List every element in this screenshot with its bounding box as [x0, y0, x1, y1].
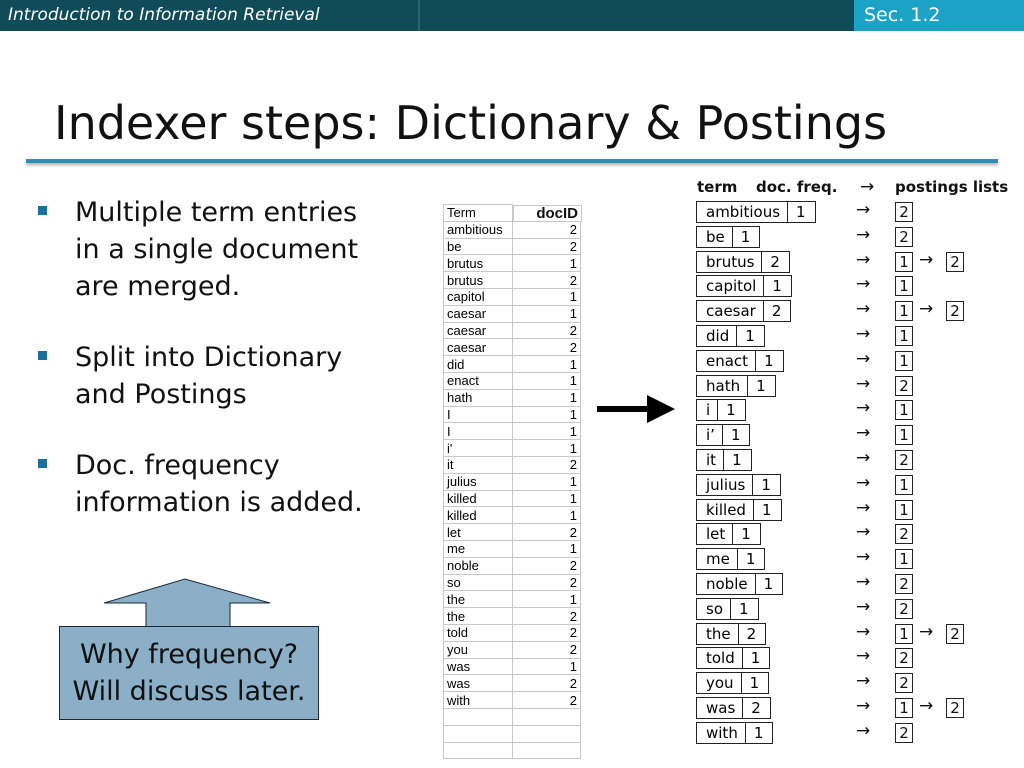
dictionary-term-box	[696, 722, 773, 744]
posting-docid: 2	[895, 524, 913, 544]
dictionary-term: told	[697, 648, 743, 668]
table-row	[444, 641, 581, 658]
dictionary-entry	[696, 325, 765, 347]
dictionary-entry	[696, 201, 816, 223]
pointer-arrow-icon: →	[856, 472, 871, 493]
docid-cell: 2	[513, 238, 581, 255]
dictionary-entry	[696, 300, 791, 322]
term-cell: julius	[444, 473, 513, 490]
table-row	[444, 574, 581, 591]
pointer-arrow-icon: →	[856, 423, 871, 444]
term-cell: enact	[444, 372, 513, 389]
dictionary-entry	[696, 697, 771, 719]
bullet-marker-icon	[38, 459, 47, 468]
table-row	[444, 238, 581, 255]
table-row	[444, 540, 581, 557]
term-cell: brutus	[444, 272, 513, 289]
header-bar	[0, 0, 1024, 31]
dictionary-term-box	[696, 449, 752, 471]
table-row	[444, 440, 581, 457]
dictionary-term-box	[696, 300, 791, 322]
table-row	[444, 608, 581, 625]
dictionary-term-box	[696, 573, 783, 595]
course-title: Introduction to Information Retrieval	[8, 5, 320, 25]
pointer-arrow-icon: →	[856, 497, 871, 518]
dictionary-term-box	[696, 325, 765, 347]
dictionary-term: me	[697, 549, 738, 569]
title-rule	[26, 159, 998, 163]
pointer-arrow-icon: →	[856, 200, 871, 220]
bullet-text: Split into Dictionary and Postings	[75, 342, 343, 410]
dictionary-term: noble	[697, 574, 756, 594]
table-header-row	[444, 205, 581, 222]
dictionary-term-box	[696, 672, 769, 694]
doc-freq: 1	[753, 723, 764, 742]
pointer-arrow-icon: →	[856, 299, 871, 320]
doc-freq: 1	[761, 500, 772, 519]
table-row	[444, 490, 581, 507]
docid-cell: 1	[513, 372, 581, 389]
dictionary-term-box	[696, 523, 761, 545]
term-cell: let	[444, 524, 513, 541]
dictionary-term: killed	[697, 500, 754, 520]
table-row	[444, 221, 581, 238]
posting-docid: 1	[895, 351, 913, 371]
right-arrow-icon	[595, 392, 677, 426]
term-cell: caesar	[444, 305, 513, 322]
dictionary-term: with	[697, 723, 746, 743]
term-cell: was	[444, 675, 513, 692]
table-row	[444, 305, 581, 322]
dictionary-entry	[696, 499, 782, 521]
table-row	[444, 708, 581, 725]
posting-docid: 2	[895, 450, 913, 470]
term-cell: the	[444, 608, 513, 625]
dict-header-term: term	[697, 178, 738, 196]
dictionary-term-box	[696, 623, 766, 645]
pointer-arrow-icon: →	[856, 522, 871, 543]
term-cell: it	[444, 456, 513, 473]
dictionary-term: i’	[697, 425, 723, 445]
dictionary-entry	[696, 474, 781, 496]
term-cell: I	[444, 406, 513, 423]
docid-cell: 1	[513, 540, 581, 557]
docid-cell	[513, 725, 581, 742]
term-cell: caesar	[444, 339, 513, 356]
docid-cell: 2	[513, 692, 581, 709]
term-cell: told	[444, 624, 513, 641]
docid-cell: 2	[513, 339, 581, 356]
table-row	[444, 624, 581, 641]
callout-line2: Will discuss later.	[72, 676, 306, 707]
dictionary-entry	[696, 548, 765, 570]
column-header-docid: docID	[513, 205, 582, 223]
dictionary-entry	[696, 449, 752, 471]
docid-cell: 1	[513, 423, 581, 440]
dictionary-term-box	[696, 548, 765, 570]
docid-cell: 1	[513, 473, 581, 490]
term-cell	[444, 708, 513, 725]
doc-freq: 1	[761, 475, 771, 494]
table-row	[444, 372, 581, 389]
posting-docid: 2	[895, 723, 913, 743]
table-row	[444, 322, 581, 339]
pointer-arrow-icon: →	[856, 249, 871, 270]
posting-docid: 1	[895, 425, 913, 445]
doc-freq: 1	[739, 599, 749, 618]
table-row	[444, 507, 581, 524]
dictionary-entry	[696, 647, 770, 669]
column-header-term: Term	[444, 205, 513, 222]
posting-docid: 2	[895, 227, 913, 247]
dictionary-entry	[696, 251, 790, 273]
table-row	[444, 456, 581, 473]
pointer-arrow-icon: →	[856, 448, 871, 468]
table-row	[444, 356, 581, 373]
doc-freq: 1	[745, 550, 756, 569]
term-cell: so	[444, 574, 513, 591]
posting-docid: 1	[895, 549, 913, 569]
term-cell: caesar	[444, 322, 513, 339]
table-row	[444, 524, 581, 541]
doc-freq: 2	[770, 252, 780, 271]
table-row	[444, 675, 581, 692]
pointer-arrow-icon: →	[856, 572, 871, 592]
term-cell: noble	[444, 557, 513, 574]
dictionary-term: so	[697, 599, 731, 619]
posting-link-arrow-icon: →	[919, 299, 934, 320]
pointer-arrow-icon: →	[856, 720, 871, 741]
dictionary-term-box	[696, 598, 759, 620]
docid-cell: 1	[513, 658, 581, 675]
docid-cell: 1	[513, 288, 581, 305]
term-cell: killed	[444, 507, 513, 524]
dict-header-arrow: →	[860, 177, 875, 197]
term-cell: killed	[444, 490, 513, 507]
dictionary-entry	[696, 573, 783, 595]
doc-freq: 1	[745, 327, 755, 345]
term-cell: did	[444, 356, 513, 373]
dictionary-term-box	[696, 201, 816, 223]
table-row	[444, 557, 581, 574]
posting-docid: 2	[946, 624, 964, 644]
posting-docid: 2	[895, 673, 913, 693]
pointer-arrow-icon: →	[856, 324, 871, 344]
dictionary-entry	[696, 722, 773, 744]
header-divider	[418, 0, 856, 31]
table-row	[444, 389, 581, 406]
bullet-item	[38, 194, 388, 305]
table-row	[444, 658, 581, 675]
posting-docid: 2	[895, 574, 913, 594]
docid-cell: 1	[513, 406, 581, 423]
bullet-item	[38, 339, 388, 413]
term-cell: me	[444, 540, 513, 557]
doc-freq: 1	[796, 203, 806, 221]
posting-link-arrow-icon: →	[919, 621, 934, 642]
docid-cell: 1	[513, 440, 581, 457]
docid-cell	[513, 708, 581, 725]
doc-freq: 2	[746, 624, 757, 643]
doc-freq: 2	[771, 302, 782, 321]
docid-cell: 1	[513, 591, 581, 608]
dictionary-term: caesar	[697, 301, 764, 321]
doc-freq: 2	[751, 699, 761, 717]
dictionary-term-box	[696, 375, 776, 397]
posting-docid: 2	[946, 698, 964, 718]
pointer-arrow-icon: →	[856, 621, 871, 642]
term-cell: you	[444, 641, 513, 658]
term-docid-table	[443, 204, 581, 759]
posting-docid: 1	[895, 252, 913, 272]
term-cell: brutus	[444, 255, 513, 272]
docid-cell: 2	[513, 221, 581, 238]
callout-line1: Why frequency?	[79, 639, 299, 670]
dictionary-term-box	[696, 474, 781, 496]
term-cell: i'	[444, 440, 513, 457]
posting-link-arrow-icon: →	[919, 249, 934, 270]
docid-cell: 1	[513, 255, 581, 272]
bullet-marker-icon	[38, 351, 47, 360]
dictionary-term: capitol	[697, 276, 764, 296]
dictionary-term: be	[697, 227, 733, 247]
table-row	[444, 725, 581, 742]
doc-freq: 1	[764, 351, 774, 370]
posting-docid: 1	[895, 400, 913, 420]
term-cell: with	[444, 692, 513, 709]
pointer-arrow-icon: →	[856, 671, 871, 692]
docid-cell: 1	[513, 305, 581, 322]
doc-freq: 1	[732, 451, 742, 469]
pointer-arrow-icon: →	[856, 646, 871, 667]
docid-cell: 2	[513, 272, 581, 289]
pointer-arrow-icon: →	[856, 596, 871, 617]
term-cell	[444, 725, 513, 742]
up-arrow-icon	[104, 578, 274, 628]
table-row	[444, 255, 581, 272]
posting-docid: 1	[895, 326, 913, 346]
slide-title: Indexer steps: Dictionary & Postings	[54, 96, 888, 150]
dictionary-term: i	[697, 400, 718, 420]
pointer-arrow-icon: →	[856, 696, 871, 716]
docid-cell: 1	[513, 389, 581, 406]
docid-cell: 2	[513, 524, 581, 541]
dictionary-entry	[696, 424, 750, 446]
posting-docid: 1	[895, 276, 913, 296]
dictionary-entry	[696, 375, 776, 397]
term-cell: was	[444, 658, 513, 675]
docid-cell: 2	[513, 608, 581, 625]
posting-docid: 1	[895, 698, 913, 718]
doc-freq: 1	[756, 376, 766, 395]
docid-cell: 2	[513, 574, 581, 591]
docid-cell: 2	[513, 675, 581, 692]
docid-cell: 2	[513, 557, 581, 574]
docid-cell: 1	[513, 356, 581, 373]
dictionary-term: hath	[697, 376, 748, 396]
docid-cell: 1	[513, 507, 581, 524]
dictionary-entry	[696, 523, 761, 545]
table-row	[444, 473, 581, 490]
table-row	[444, 339, 581, 356]
bullet-marker-icon	[38, 206, 47, 215]
docid-cell	[513, 742, 581, 759]
dictionary-term-box	[696, 226, 760, 248]
dictionary-term: was	[697, 698, 743, 718]
posting-docid: 2	[895, 648, 913, 668]
posting-docid: 1	[895, 500, 913, 520]
posting-docid: 1	[895, 301, 913, 321]
posting-docid: 2	[895, 376, 913, 396]
dictionary-term: ambitious	[697, 202, 788, 222]
bullet-text: Multiple term entries in a single document are merged.	[75, 197, 359, 302]
docid-cell: 2	[513, 322, 581, 339]
bullet-item	[38, 447, 388, 521]
term-cell	[444, 742, 513, 759]
doc-freq: 1	[772, 277, 782, 296]
dictionary-entry	[696, 623, 766, 645]
dict-header-postings: postings lists	[895, 178, 1009, 196]
section-badge: Sec. 1.2	[854, 0, 1024, 31]
docid-cell: 2	[513, 456, 581, 473]
dictionary-term-box	[696, 399, 746, 421]
table-row	[444, 591, 581, 608]
bullet-text: Doc. frequency information is added.	[75, 450, 363, 518]
posting-docid: 2	[946, 252, 964, 272]
table-row	[444, 288, 581, 305]
posting-docid: 2	[895, 202, 913, 222]
doc-freq: 1	[730, 426, 741, 445]
pointer-arrow-icon: →	[856, 274, 871, 295]
pointer-arrow-icon: →	[856, 398, 871, 419]
pointer-arrow-icon: →	[856, 547, 871, 568]
dict-header-freq: doc. freq.	[756, 178, 838, 196]
callout-box	[59, 626, 319, 720]
docid-cell: 2	[513, 624, 581, 641]
dictionary-term: brutus	[697, 252, 762, 272]
dictionary-entry	[696, 350, 784, 372]
term-cell: capitol	[444, 288, 513, 305]
term-cell: I	[444, 423, 513, 440]
table-row	[444, 692, 581, 709]
dictionary-term-box	[696, 499, 782, 521]
table-row	[444, 742, 581, 759]
docid-cell: 1	[513, 490, 581, 507]
posting-docid: 2	[895, 599, 913, 619]
bullet-list	[38, 194, 388, 555]
dictionary-term: it	[697, 450, 724, 470]
dictionary-term-box	[696, 251, 790, 273]
pointer-arrow-icon: →	[856, 224, 871, 245]
dictionary-term: the	[697, 624, 739, 644]
dictionary-entry	[696, 672, 769, 694]
term-cell: hath	[444, 389, 513, 406]
dictionary-term-box	[696, 697, 771, 719]
pointer-arrow-icon: →	[856, 373, 871, 394]
posting-link-arrow-icon: →	[919, 696, 934, 716]
doc-freq: 1	[726, 401, 736, 420]
table-row	[444, 423, 581, 440]
posting-docid: 2	[946, 301, 964, 321]
posting-docid: 1	[895, 624, 913, 644]
dictionary-term-box	[696, 424, 750, 446]
doc-freq: 1	[763, 575, 774, 593]
doc-freq: 1	[740, 227, 751, 246]
posting-docid: 1	[895, 475, 913, 495]
doc-freq: 1	[749, 674, 760, 693]
term-cell: the	[444, 591, 513, 608]
dictionary-term-box	[696, 275, 792, 297]
docid-cell: 2	[513, 641, 581, 658]
dictionary-term-box	[696, 350, 784, 372]
dictionary-entry	[696, 226, 760, 248]
table-row	[444, 272, 581, 289]
dictionary-term: enact	[697, 351, 756, 371]
dictionary-entry	[696, 275, 792, 297]
dictionary-entry	[696, 598, 759, 620]
term-cell: ambitious	[444, 221, 513, 238]
dictionary-term-box	[696, 647, 770, 669]
term-cell: be	[444, 238, 513, 255]
dictionary-term: let	[697, 524, 733, 544]
pointer-arrow-icon: →	[856, 348, 871, 369]
dictionary-term: you	[697, 673, 742, 693]
dictionary-term: julius	[697, 475, 753, 495]
table-row	[444, 406, 581, 423]
dictionary-term: did	[697, 326, 737, 346]
dictionary-entry	[696, 399, 746, 421]
doc-freq: 1	[741, 525, 751, 544]
doc-freq: 1	[750, 649, 761, 668]
